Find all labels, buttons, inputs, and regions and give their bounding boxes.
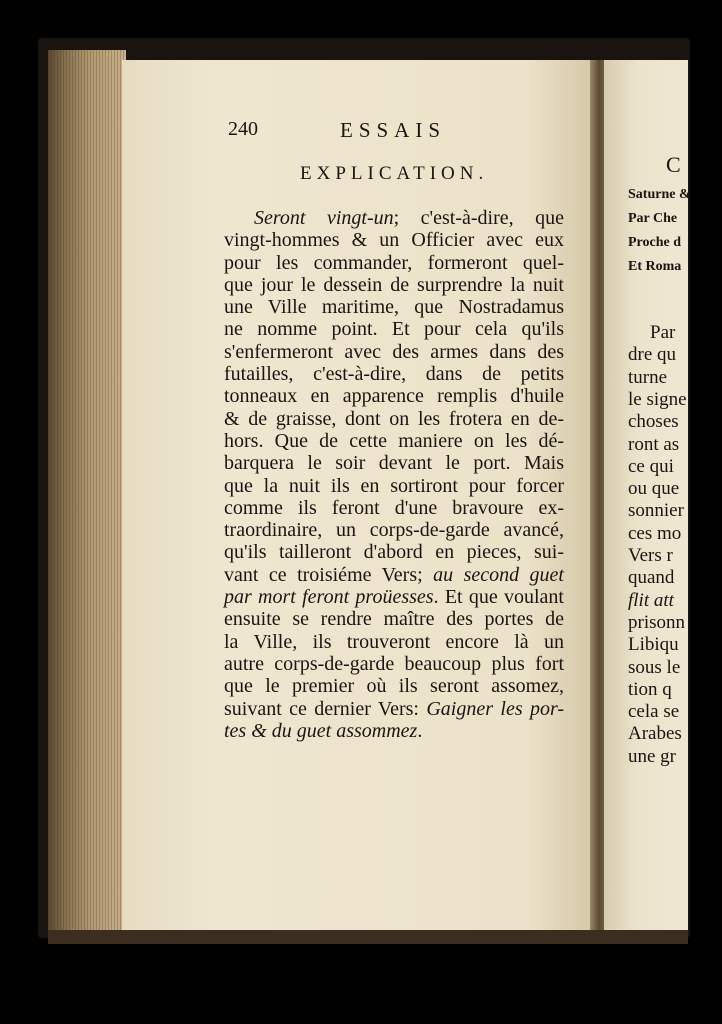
text-segment: barquera le soir devant le port. Mais: [224, 452, 564, 475]
text-line: [224, 698, 564, 720]
right-body-line: ou que: [628, 478, 680, 500]
running-head: [228, 118, 563, 144]
text-segment: comme ils feront d'une bravoure ex-: [224, 496, 564, 519]
text-line: [224, 318, 564, 340]
text-segment: autre corps-de-garde beaucoup plus fort: [224, 652, 564, 675]
text-line: [224, 675, 564, 697]
right-verse-line: Saturne &: [628, 187, 691, 202]
text-line: [224, 408, 564, 430]
right-verse-line: Et Roma: [628, 259, 682, 274]
right-body-line: ce qui: [628, 455, 674, 477]
right-body-line: flit att: [628, 589, 674, 611]
right-body-line: cela se: [628, 701, 680, 723]
right-body-line: sonnier: [628, 500, 684, 522]
right-body-line: Par: [650, 322, 676, 343]
text-line: [224, 519, 564, 541]
text-line: [224, 341, 564, 363]
text-segment: ne nomme point. Et pour cela qu'ils: [224, 318, 564, 341]
text-segment: une Ville maritime, que Nostradamus: [224, 296, 564, 319]
text-segment: qu'ils tailleront d'abord en pieces, sui-: [224, 541, 564, 564]
text-line: [224, 385, 564, 407]
text-segment: .: [417, 719, 423, 742]
text-segment: futailles, c'est-à-dire, dans de petits: [224, 363, 564, 386]
text-line: [224, 497, 564, 519]
text-segment: suivant ce dernier Vers:: [224, 697, 427, 720]
right-body-line: Arabes: [628, 723, 682, 745]
section-title: EXPLICATION.: [300, 163, 489, 184]
italic-text: au second guet: [433, 563, 564, 586]
right-body-line: ces mo: [628, 522, 682, 544]
right-verse-line: Par Che: [628, 211, 678, 226]
text-line: [224, 452, 564, 474]
text-line: [224, 296, 564, 318]
italic-text: tes & du guet assommez: [224, 719, 418, 742]
body-text: [224, 207, 564, 742]
text-segment: que jour le dessein de surprendre la nuit: [224, 273, 564, 296]
text-line: [224, 541, 564, 563]
right-verse-line: Proche d: [628, 235, 682, 250]
right-body-line: Vers r: [628, 545, 673, 566]
right-body-line: turne: [628, 366, 668, 388]
text-segment: hors. Que de cette maniere on les dé-: [224, 429, 564, 452]
text-line: [224, 475, 564, 497]
text-line: [224, 586, 564, 608]
text-segment: . Et que voulant: [433, 586, 564, 609]
text-line: [224, 229, 564, 251]
text-line: [224, 564, 564, 586]
right-heading-fragment: C: [666, 152, 681, 177]
right-body-line: Libiqu: [628, 634, 679, 656]
text-line: [224, 274, 564, 296]
right-body-line: quand: [628, 567, 675, 589]
text-segment: & de graisse, dont on les frotera en de-: [224, 407, 564, 430]
text-segment: traordinaire, un corps-de-garde avancé,: [224, 519, 564, 542]
text-line: [224, 363, 564, 385]
book-bottom: [48, 930, 688, 944]
page-edges: [48, 50, 126, 930]
text-segment: que la nuit ils en sortiront pour forcer: [224, 474, 564, 497]
text-line: [224, 207, 564, 229]
text-line: [224, 631, 564, 653]
text-line: [224, 653, 564, 675]
text-segment: tonneaux en apparence remplis d'huile: [224, 385, 564, 408]
text-segment: s'enfermeront avec des armes dans des: [224, 340, 564, 363]
italic-text: Seront vingt-un: [254, 207, 394, 229]
italic-text: Gaigner les por-: [426, 697, 565, 720]
right-body-line: prisonn: [628, 611, 685, 633]
text-segment: la Ville, ils trouveront encore là un: [224, 630, 564, 653]
running-title: ESSAIS: [340, 118, 447, 142]
page-number: 240: [228, 118, 258, 140]
text-segment: ensuite se rendre maître des portes de: [224, 608, 564, 631]
right-body-line: le signe: [628, 388, 687, 410]
right-body-line: ront as: [628, 433, 680, 455]
right-body-line: une gr: [628, 745, 677, 767]
text-segment: vant ce troisiéme Vers;: [224, 563, 434, 586]
right-body-line: choses: [628, 411, 679, 433]
right-body-line: tion q: [628, 678, 672, 700]
text-line: [224, 252, 564, 274]
text-segment: que le premier où ils seront assomez,: [224, 675, 564, 698]
text-segment: vingt-hommes & un Officier avec eux: [224, 229, 564, 252]
text-line: [224, 720, 564, 742]
text-segment: ; c'est-à-dire, que: [393, 207, 564, 229]
text-line: [224, 430, 564, 452]
text-segment: pour les commander, formeront quel-: [224, 251, 564, 274]
right-body-line: sous le: [628, 656, 681, 678]
italic-text: par mort feront proüesses: [224, 586, 434, 609]
right-body-line: dre qu: [628, 344, 677, 366]
text-line: [224, 608, 564, 630]
